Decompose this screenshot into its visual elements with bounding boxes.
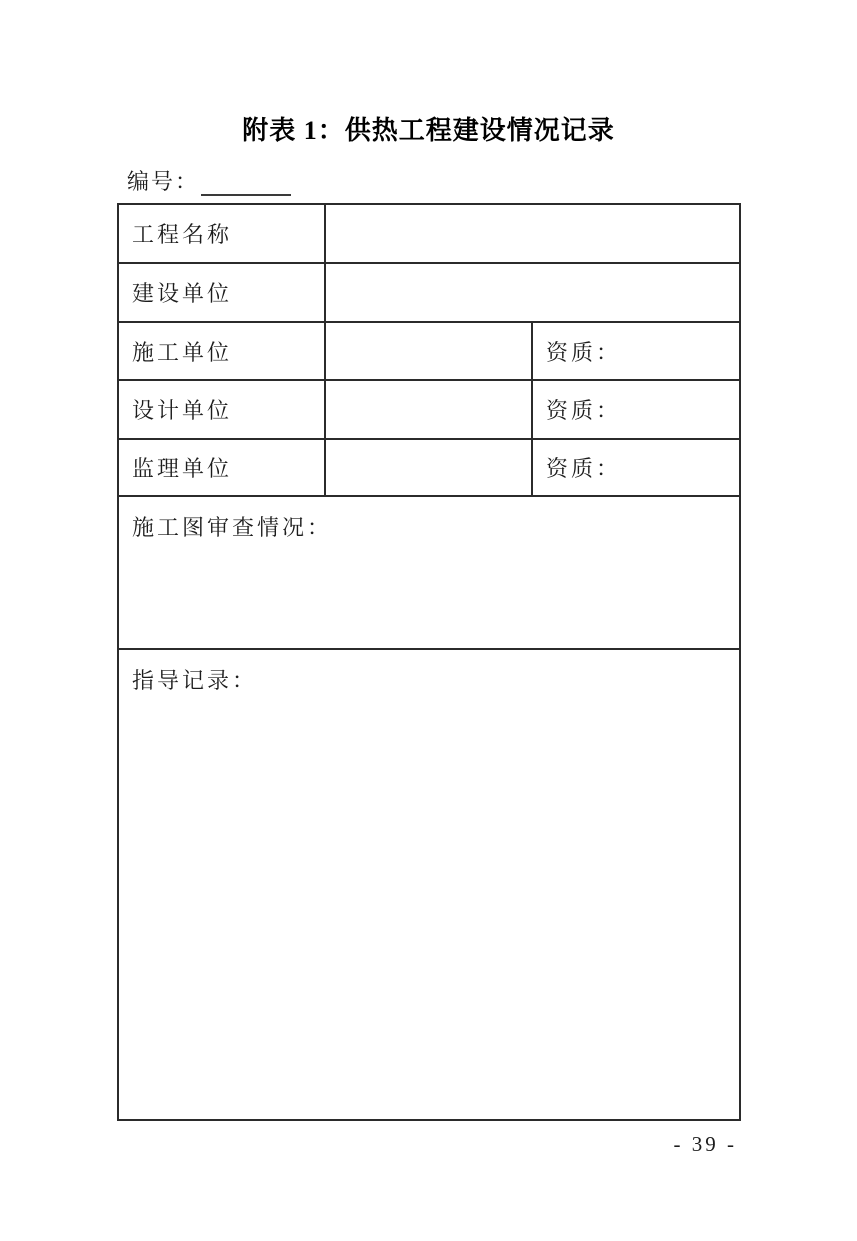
page-number: - 39 - — [673, 1132, 737, 1156]
builder-value-cell — [325, 322, 532, 380]
guidance-record-cell: 指导记录： — [118, 649, 740, 1120]
project-name-label-cell: 工程名称 — [118, 204, 325, 263]
page-title: 附表 1：供热工程建设情况记录 — [242, 116, 615, 145]
table-row — [118, 496, 740, 649]
serial-number-label: 编号： — [127, 169, 200, 194]
designer-value-cell — [325, 380, 532, 439]
serial-number-line — [127, 165, 291, 196]
serial-number-blank — [201, 172, 291, 196]
table-row — [118, 204, 740, 263]
table-row — [118, 380, 740, 439]
table-row — [118, 649, 740, 1120]
supervisor-value-cell — [325, 439, 532, 496]
table-row — [118, 263, 740, 322]
supervisor-label-cell: 监理单位 — [118, 439, 325, 496]
table-row — [118, 322, 740, 380]
table-row — [118, 439, 740, 496]
supervisor-qualification-cell: 资质： — [532, 439, 740, 496]
construction-owner-value-cell — [325, 263, 740, 322]
construction-owner-label-cell: 建设单位 — [118, 263, 325, 322]
builder-qualification-cell: 资质： — [532, 322, 740, 380]
designer-label-cell: 设计单位 — [118, 380, 325, 439]
designer-qualification-cell: 资质： — [532, 380, 740, 439]
drawing-review-cell: 施工图审查情况： — [118, 496, 740, 649]
builder-label-cell: 施工单位 — [118, 322, 325, 380]
project-name-value-cell — [325, 204, 740, 263]
construction-record-table — [117, 203, 741, 1121]
